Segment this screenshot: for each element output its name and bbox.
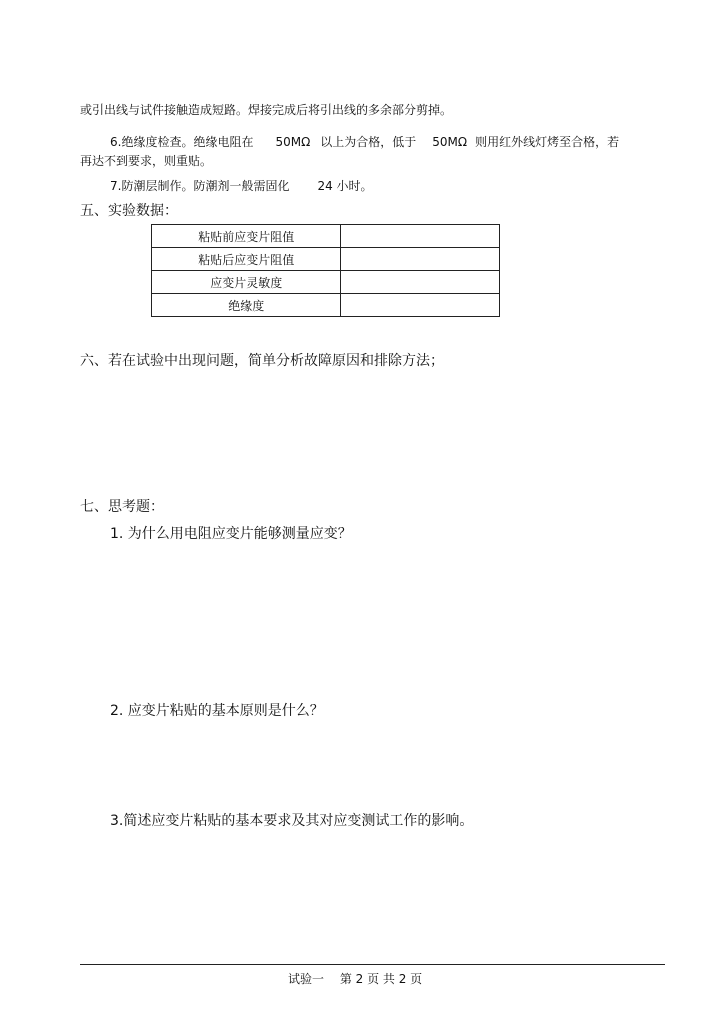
row-label: 粘贴前应变片阻值 — [152, 225, 341, 248]
step-7-line — [110, 177, 373, 194]
step-6-part-e: 则用红外线灯烤至合格，若 — [475, 135, 620, 149]
section-6-title: 六、若在试验中出现问题，简单分析故障原因和排除方法； — [80, 353, 444, 369]
step-6-part-b: 50MΩ — [275, 135, 311, 149]
row-value — [341, 225, 500, 248]
row-label: 绝缘度 — [152, 294, 341, 317]
table-row — [152, 248, 500, 271]
step-7-part-a: 7.防潮层制作。防潮剂一般需固化 — [110, 179, 290, 193]
table-row — [152, 294, 500, 317]
section-5-title: 五、实验数据： — [80, 203, 178, 219]
step-6-line-2: 再达不到要求，则重贴。 — [80, 154, 213, 168]
row-label: 粘贴后应变片阻值 — [152, 248, 341, 271]
step-6-part-a: 6.绝缘度检查。绝缘电阻在 — [110, 135, 254, 149]
row-value — [341, 248, 500, 271]
footer-divider — [80, 964, 665, 965]
question-3: 3.简述应变片粘贴的基本要求及其对应变测试工作的影响。 — [110, 813, 474, 829]
step-6-part-c: 以上为合格，低于 — [320, 135, 417, 149]
row-value — [341, 294, 500, 317]
question-2: 2. 应变片粘贴的基本原则是什么？ — [110, 703, 324, 719]
row-label: 应变片灵敏度 — [152, 271, 341, 294]
page-footer: 试验一 第 2 页 共 2 页 — [288, 972, 423, 986]
question-1: 1. 为什么用电阻应变片能够测量应变？ — [110, 526, 352, 542]
section-7-title: 七、思考题： — [80, 499, 164, 515]
continued-text-line: 或引出线与试件接触造成短路。焊接完成后将引出线的多余部分剪掉。 — [80, 103, 453, 117]
step-6-line-1 — [110, 133, 619, 150]
step-7-part-b: 24 小时。 — [317, 179, 373, 193]
table-row — [152, 225, 500, 248]
table-row — [152, 271, 500, 294]
row-value — [341, 271, 500, 294]
step-6-part-d: 50MΩ — [432, 135, 468, 149]
experiment-data-table — [151, 224, 500, 317]
